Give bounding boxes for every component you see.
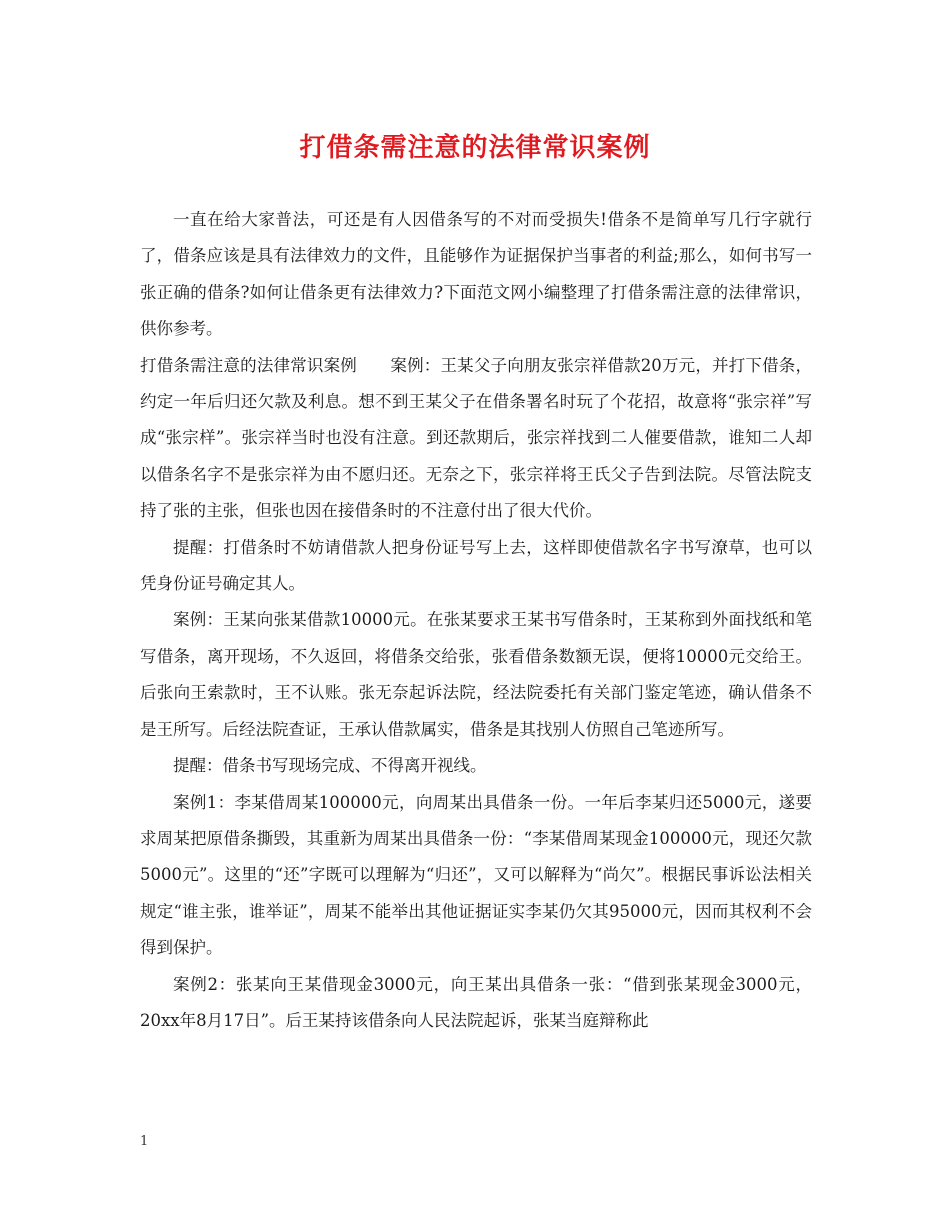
paragraph-case-zhang-zongxiang: 打借条需注意的法律常识案例 案例：王某父子向朋友张宗祥借款20万元，并打下借条，约定一年后归还欠款及利息。想不到王某父子在借条署名时玩了个花招，故意将“张宗祥”写成“张宗样”。张宗祥当时也没有注意。到还款期后，张宗祥找到二人催要借款，谁知二人却以借条名字不是张宗祥为由不愿归还。无奈之下，张宗祥将王氏父子告到法院。尽管法院支持了张的主张，但张也因在接借条时的不注意付出了很大代价。 <box>140 355 812 521</box>
paragraph-reminder-on-site: 提醒：借条书写现场完成、不得离开视线。 <box>173 756 487 776</box>
paragraph-case-1: 案例1：李某借周某100000元，向周某出具借条一份。一年后李某归还5000元，遂要求周某把原借条撕毁，其重新为周某出具借条一份：“李某借周某现金100000元，现还欠款5000元”。这里的“还”字既可以理解为“归还”，又可以解释为“尚欠”。根据民事诉讼法相关规定“谁主张，谁举证”，周某不能举出其他证据证实李某仍欠其95000元，因而其权利不会得到保护。 <box>140 792 812 958</box>
page-number: 1 <box>140 1134 149 1149</box>
paragraph-reminder-id-number: 提醒：打借条时不妨请借款人把身份证号写上去，这样即使借款名字书写潦草，也可以凭身份证号确定其人。 <box>140 537 812 594</box>
paragraph-case-2: 案例2：张某向王某借现金3000元，向王某出具借条一张：“借到张某现金3000元，20xx年8月17日”。后王某持该借条向人民法院起诉，张某当庭辩称此 <box>140 974 812 1030</box>
paragraph-intro: 一直在给大家普法，可还是有人因借条写的不对而受损失!借条不是简单写几行字就行了，借条应该是具有法律效力的文件，且能够作为证据保护当事者的利益;那么，如何书写一张正确的借条?如何让借条更有法律效力?下面范文网小编整理了打借条需注意的法律常识，供你参考。 <box>140 210 812 339</box>
document-body <box>140 202 812 1039</box>
paragraph-case-forged-handwriting: 案例：王某向张某借款10000元。在张某要求王某书写借条时，王某称到外面找纸和笔写借条，离开现场，不久返回，将借条交给张，张看借条数额无误，便将10000元交给王。后张向王索款时，王不认账。张无奈起诉法院，经法院委托有关部门鉴定笔迹，确认借条不是王所写。后经法院查证，王承认借款属实，借条是其找别人仿照自己笔迹所写。 <box>140 610 812 739</box>
document-title: 打借条需注意的法律常识案例 <box>299 133 651 163</box>
